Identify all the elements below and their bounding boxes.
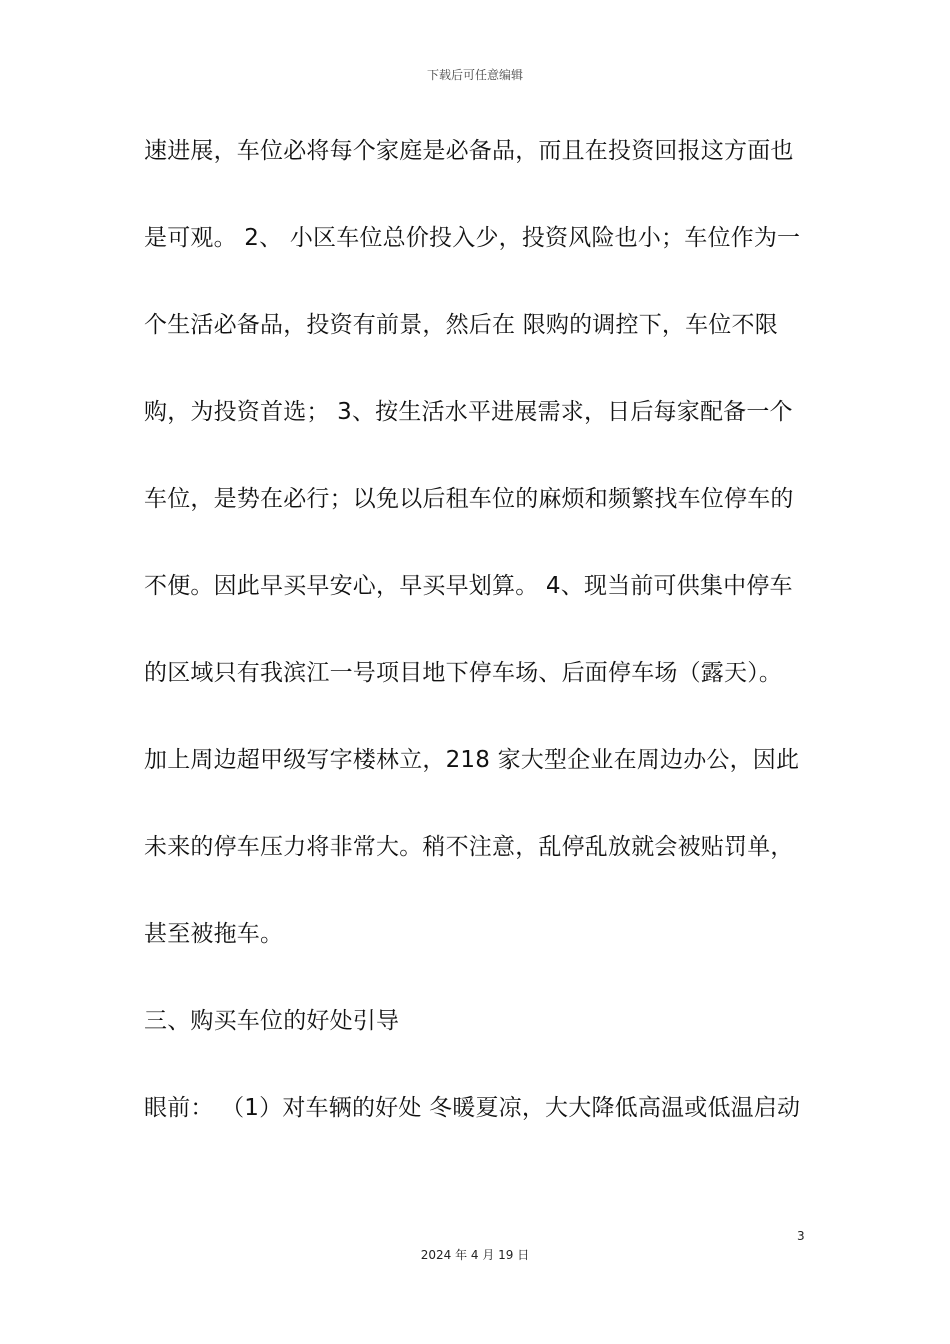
text-line: 的区域只有我滨江一号项目地下停车场、后面停车场（露天）。: [144, 660, 783, 686]
text-line: 个生活必备品，投资有前景，然后在 限购的调控下，车位不限: [144, 312, 778, 338]
text-line: 甚至被拖车。: [144, 921, 284, 947]
text-line: 速进展，车位必将每个家庭是必备品，而且在投资回报这方面也: [144, 138, 794, 164]
text-line: 眼前： （1）对车辆的好处 冬暖夏凉，大大降低高温或低温启动: [144, 1095, 801, 1121]
text-line: 车位，是势在必行；以免以后租车位的麻烦和频繁找车位停车的: [144, 486, 794, 512]
page-header: 下载后可任意编辑: [426, 68, 523, 82]
text-line: 不便。因此早买早安心，早买早划算。 4、现当前可供集中停车: [144, 573, 793, 599]
footer-date: 2024 年 4 月 19 日: [420, 1248, 530, 1262]
page-number: 3: [797, 1229, 805, 1243]
text-line: 是可观。 2、 小区车位总价投入少，投资风险也小；车位作为一: [144, 225, 801, 251]
section-heading: 三、购买车位的好处引导: [144, 1008, 400, 1034]
text-line: 购，为投资首选； 3、按生活水平进展需求，日后每家配备一个: [144, 399, 793, 425]
body-text: [144, 123, 824, 1167]
text-line: 加上周边超甲级写字楼林立，218 家大型企业在周边办公，因此: [144, 747, 800, 773]
text-line: 未来的停车压力将非常大。稍不注意，乱停乱放就会被贴罚单，: [144, 834, 794, 860]
